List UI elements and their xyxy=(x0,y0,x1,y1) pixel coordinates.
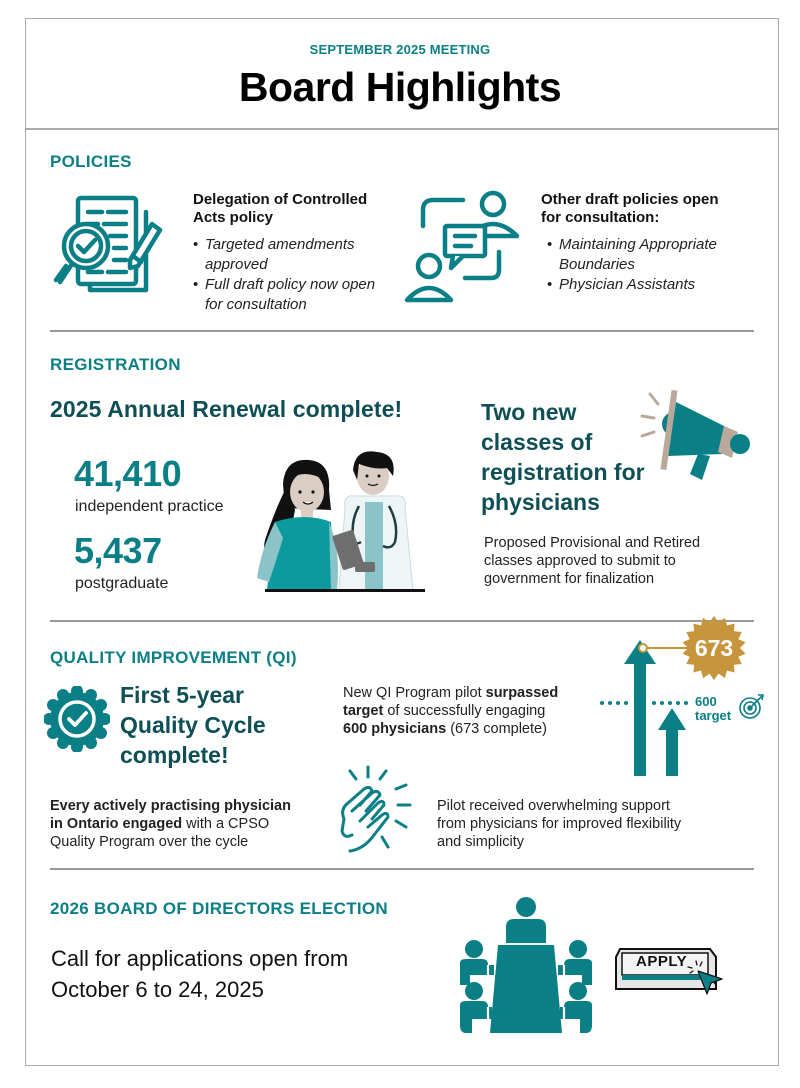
stat-label-independent: independent practice xyxy=(75,498,224,515)
cursor-click-icon xyxy=(686,959,726,997)
policy-item-heading-line: Acts policy xyxy=(193,209,274,226)
quality-cycle-heading xyxy=(120,680,266,770)
bullet-item: • Physician Assistants xyxy=(547,275,757,295)
body-text: (673 complete) xyxy=(446,721,547,737)
heading-line: Quality Cycle xyxy=(120,712,266,738)
target-achieved-graphic xyxy=(596,616,766,782)
heading-line: physicians xyxy=(481,489,600,515)
pilot-body xyxy=(343,684,593,738)
policy-item-heading xyxy=(541,191,719,227)
target-dart-icon xyxy=(740,695,763,718)
target-arrow xyxy=(658,708,686,776)
target-word-label: target xyxy=(695,708,732,723)
section-divider xyxy=(50,868,754,870)
policy-item-heading xyxy=(193,191,367,227)
section-title-registration: REGISTRATION xyxy=(50,355,181,374)
body-line: and simplicity xyxy=(437,834,525,850)
election-body xyxy=(51,943,348,1005)
body-line: classes approved to submit to xyxy=(484,553,676,569)
emphasis-text: target xyxy=(343,703,384,719)
document-magnifier-check-icon xyxy=(48,190,176,310)
body-line: Proposed Provisional and Retired xyxy=(484,535,701,551)
apply-button-label: APPLY xyxy=(636,953,688,970)
new-classes-heading xyxy=(481,397,645,517)
stat-value-postgraduate: 5,437 xyxy=(74,530,162,571)
emphasis-text: in Ontario engaged xyxy=(50,816,183,832)
apply-button[interactable] xyxy=(614,945,724,997)
achieved-arrow xyxy=(624,640,656,776)
heading-line: classes of xyxy=(481,429,593,455)
emphasis-text: 600 physicians xyxy=(343,721,447,737)
section-title-election: 2026 BOARD OF DIRECTORS ELECTION xyxy=(50,899,389,918)
patient-and-doctor-illustration xyxy=(255,450,435,595)
target-value-label: 600 xyxy=(695,694,717,709)
stat-value-independent: 41,410 xyxy=(74,453,182,494)
heading-line: Two new xyxy=(481,399,577,425)
header-divider xyxy=(25,128,779,130)
policy-item-heading-line: Delegation of Controlled xyxy=(193,191,368,208)
policy-item-heading-line: Other draft policies open xyxy=(541,191,719,208)
body-line: October 6 to 24, 2025 xyxy=(51,977,264,1002)
new-classes-body xyxy=(484,534,700,588)
heading-line: registration for xyxy=(481,459,645,485)
meeting-kicker: SEPTEMBER 2025 MEETING xyxy=(309,42,491,57)
heading-line: complete! xyxy=(120,742,229,768)
achieved-marker xyxy=(639,644,647,652)
emphasis-text: Every actively practising physician xyxy=(50,798,291,814)
policy-item-heading-line: for consultation: xyxy=(541,209,660,226)
clapping-hands-icon xyxy=(338,765,420,857)
megaphone-icon xyxy=(636,386,756,486)
section-divider xyxy=(50,330,754,332)
boardroom-meeting-icon xyxy=(458,893,594,1035)
body-line: Pilot received overwhelming support xyxy=(437,798,670,814)
badge-check-icon xyxy=(44,686,110,752)
stat-label-postgraduate: postgraduate xyxy=(75,575,169,592)
body-line: government for finalization xyxy=(484,571,655,587)
body-line: from physicians for improved flexibility xyxy=(437,816,682,832)
achieved-value-label: 673 xyxy=(694,635,734,661)
pilot-support-body xyxy=(437,797,681,851)
bullet-item: • Full draft policy now open for consultation xyxy=(193,275,388,315)
bullet-item: • Targeted amendments approved xyxy=(193,235,388,275)
page-title: Board Highlights xyxy=(238,64,562,110)
body-line: Call for applications open from xyxy=(51,946,349,971)
policy-item-bullets xyxy=(547,235,757,295)
renewal-heading: 2025 Annual Renewal complete! xyxy=(50,396,403,422)
quality-cycle-body xyxy=(50,797,335,851)
emphasis-text: surpassed xyxy=(485,685,559,701)
body-text: with a CPSO xyxy=(182,816,270,832)
body-text: New QI Program pilot xyxy=(343,685,486,701)
people-chat-icon xyxy=(403,186,527,306)
section-title-policies: POLICIES xyxy=(50,152,132,171)
heading-line: First 5-year xyxy=(120,682,245,708)
body-text: of successfully engaging xyxy=(383,703,546,719)
body-text: Quality Program over the cycle xyxy=(50,834,249,850)
bullet-item: • Maintaining Appropriate Boundaries xyxy=(547,235,757,275)
section-title-qi: QUALITY IMPROVEMENT (QI) xyxy=(50,648,297,667)
policy-item-bullets xyxy=(193,235,388,315)
